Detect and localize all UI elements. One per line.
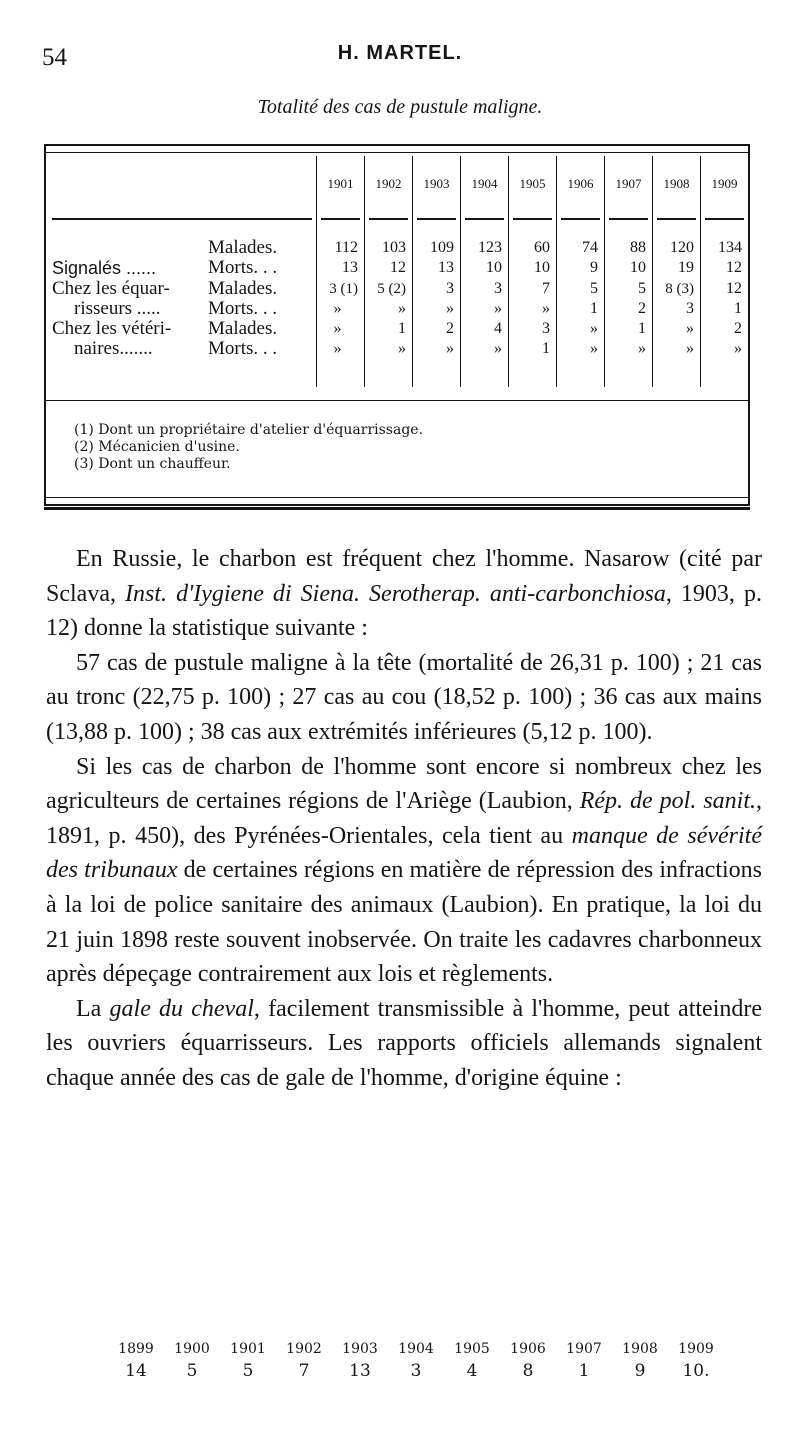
text-run: La: [76, 995, 110, 1022]
row-label: Morts. . .: [208, 338, 278, 359]
row-label-cell: [52, 258, 317, 279]
table-cell: 7: [509, 279, 557, 299]
gale-counts-row: [108, 1360, 724, 1382]
italic-citation: Rép. de pol. sanit.: [579, 788, 756, 815]
table-cell: 103: [365, 238, 413, 258]
running-head: H. MARTEL.: [337, 42, 463, 64]
spacer: [461, 228, 509, 238]
table-cell: 3: [509, 319, 557, 339]
spacer: [413, 228, 461, 238]
group-label-line2: naires.......: [74, 338, 153, 359]
table-cell: »: [509, 299, 557, 319]
table-cell: 1: [365, 319, 413, 339]
gale-year: 1905: [454, 1341, 490, 1357]
table-cell: 13: [317, 258, 365, 279]
table-heavy-rule: [44, 507, 750, 510]
gale-count: 5: [242, 1361, 254, 1381]
year-header: 1907: [605, 156, 653, 212]
paragraph: 57 cas de pustule maligne à la tête (mortalité de 26,31 p. 100) ; 21 cas au tronc (22,75 p. 100) ; 27 cas au cou (18,52 p. 100) ; 36 cas aux mains (13,88 p. 100) ; 38 cas aux extrémités inférieures (5,12 p. 100).: [46, 649, 762, 745]
year-header: 1908: [653, 156, 701, 212]
table-cell: 4: [461, 319, 509, 339]
table-cell: 3: [653, 299, 701, 319]
table-cell: 3: [413, 279, 461, 299]
spacer: [605, 228, 653, 238]
dash-cell: [701, 212, 749, 228]
italic-citation: Inst. d'Iygiene di Siena. Serotherap. anti-carbonchiosa: [125, 580, 666, 607]
table-cell: »: [461, 339, 509, 387]
gale-count: 13: [349, 1361, 371, 1381]
table-row: [52, 339, 748, 387]
table-cell: 5: [557, 279, 605, 299]
table-row: [52, 319, 748, 339]
gale-count: 3: [410, 1361, 422, 1381]
row-label: Malades.: [208, 278, 278, 299]
italic-emphasis: gale du cheval: [109, 995, 254, 1022]
table-row: [52, 238, 748, 258]
text-run: de certaines régions en matière de répression des infractions à la loi de police sanitaire des animaux (Laubion). En pratique, la loi du 21 juin 1898 reste souvent inobservée. On traite les cadavres charbonneux après dépeçage contrairement aux lois et règlements.: [46, 857, 762, 988]
dash-cell: [605, 212, 653, 228]
table-cell: »: [317, 299, 365, 319]
table-cell: »: [365, 299, 413, 319]
text-run: , facilement transmissible à l'homme, peut atteindre les ouvriers équarrisseurs. Les rapports officiels allemands signalent chaque année des cas de gale de l'homme, d'origine équine :: [46, 995, 763, 1091]
table-cell: 3: [461, 279, 509, 299]
dash-cell: [509, 212, 557, 228]
dash-cell: [317, 212, 365, 228]
table-cell: 74: [557, 238, 605, 258]
table-row: [52, 279, 748, 299]
table-cell: 12: [701, 279, 749, 299]
table-cell: 10: [605, 258, 653, 279]
pustule-statistics-table: [52, 156, 748, 387]
dash-cell: [365, 212, 413, 228]
group-label-line1: Chez les équar-: [52, 278, 170, 299]
text-run: Si les cas de charbon de l'homme sont encore si nombreux chez les agriculteurs de certaines régions de l'Ariège (Laubion,: [46, 753, 762, 815]
table-footnotes: [74, 422, 423, 473]
table-cell: »: [653, 319, 701, 339]
gale-year: 1900: [174, 1341, 210, 1357]
table-cell: 10: [509, 258, 557, 279]
table-cell: 13: [413, 258, 461, 279]
gale-count: 4: [466, 1361, 478, 1381]
table-cell: 5: [605, 279, 653, 299]
spacer: [365, 228, 413, 238]
table-cell: »: [605, 339, 653, 387]
table-cell: 2: [413, 319, 461, 339]
label-rule: [52, 212, 317, 228]
table-cell: »: [701, 339, 749, 387]
gale-year: 1904: [398, 1341, 434, 1357]
gale-year: 1903: [342, 1341, 378, 1357]
row-label-cell: [52, 299, 317, 319]
table-cell: 2: [605, 299, 653, 319]
row-label: Morts. . .: [208, 257, 278, 278]
table-cell: 1: [509, 339, 557, 387]
table-cell: 2: [701, 319, 749, 339]
footnote: (1) Dont un propriétaire d'atelier d'équarrissage.: [74, 422, 424, 438]
row-label-cell: [52, 339, 317, 387]
group-label-line1: Chez les vétéri-: [52, 318, 172, 339]
spacer: [509, 228, 557, 238]
table-cell: »: [461, 299, 509, 319]
gale-count: 7: [298, 1361, 310, 1381]
table-cell: »: [317, 339, 365, 387]
gale-count: 14: [125, 1361, 147, 1381]
spacer: [701, 228, 749, 238]
row-label: Malades.: [208, 318, 278, 339]
dash-cell: [461, 212, 509, 228]
group-label-line2: risseurs .....: [74, 298, 161, 319]
group-label: Signalés ......: [52, 258, 157, 278]
table-row: [52, 258, 748, 279]
gale-count: 5: [186, 1361, 198, 1381]
text-run: , 1903, p. 12) donne la statistique suivante :: [46, 580, 762, 642]
header-rule-row: [52, 212, 748, 228]
table-cell: 19: [653, 258, 701, 279]
footnote: (2) Mécanicien d'usine.: [74, 439, 240, 455]
table-cell: 1: [557, 299, 605, 319]
gale-years-row: [108, 1338, 724, 1360]
year-header: 1906: [557, 156, 605, 212]
dash-cell: [413, 212, 461, 228]
gale-year: 1901: [230, 1341, 266, 1357]
year-header: 1902: [365, 156, 413, 212]
year-header: 1903: [413, 156, 461, 212]
gale-year: 1899: [118, 1341, 154, 1357]
table-caption: Totalité des cas de pustule maligne.: [257, 96, 543, 118]
page-number: 54: [42, 44, 67, 71]
table-foot-rule: [46, 400, 748, 401]
gale-statistics-table: [108, 1338, 724, 1382]
table-cell: 8 (3): [653, 279, 701, 299]
table-row: [52, 299, 748, 319]
table-cell: 123: [461, 238, 509, 258]
table-cell: »: [317, 319, 365, 339]
gale-year: 1909: [678, 1341, 714, 1357]
year-header: 1905: [509, 156, 557, 212]
year-header: 1904: [461, 156, 509, 212]
header-blank-cell: [52, 156, 317, 212]
table-top-rule: [46, 152, 748, 153]
table-cell: 10: [461, 258, 509, 279]
year-header: 1901: [317, 156, 365, 212]
table-bottom-rule: [46, 497, 748, 498]
dash-cell: [653, 212, 701, 228]
table-cell: 60: [509, 238, 557, 258]
table-cell: 12: [365, 258, 413, 279]
table-header-row: [52, 156, 748, 212]
table-cell: »: [413, 339, 461, 387]
gale-year: 1902: [286, 1341, 322, 1357]
page-header: [0, 40, 800, 80]
row-label: Morts. . .: [208, 298, 278, 319]
footnote: (3) Dont un chauffeur.: [74, 456, 231, 472]
gale-year: 1906: [510, 1341, 546, 1357]
row-label-cell: [52, 279, 317, 299]
row-label: Malades.: [208, 237, 278, 258]
row-label-cell: [52, 238, 317, 258]
body-text: [46, 542, 762, 1096]
spacer: [557, 228, 605, 238]
gale-count: 1: [578, 1361, 590, 1381]
paragraph: [46, 750, 762, 992]
gale-count: 9: [634, 1361, 646, 1381]
table-cell: »: [557, 319, 605, 339]
table-cell: 5 (2): [365, 279, 413, 299]
paragraph: [46, 992, 762, 1096]
row-label-cell: [52, 319, 317, 339]
table-cell: 134: [701, 238, 749, 258]
table-cell: 88: [605, 238, 653, 258]
table-cell: »: [557, 339, 605, 387]
spacer: [653, 228, 701, 238]
table-cell: 9: [557, 258, 605, 279]
dash-cell: [557, 212, 605, 228]
year-header: 1909: [701, 156, 749, 212]
italic-emphasis: manque de sévérité des tribunaux: [46, 822, 762, 884]
text-run: , 1891, p. 450), des Pyrénées-Orientales, cela tient au: [46, 788, 762, 849]
table-cell: »: [653, 339, 701, 387]
table-cell: 1: [605, 319, 653, 339]
spacer-row: [52, 228, 748, 238]
text-run: En Russie, le charbon est fréquent chez l'homme. Nasarow (cité par Sclava,: [46, 546, 762, 607]
table-cell: 12: [701, 258, 749, 279]
table-cell: 3 (1): [317, 279, 365, 299]
table-cell: 109: [413, 238, 461, 258]
table-cell: 120: [653, 238, 701, 258]
gale-count: 10.: [682, 1361, 710, 1381]
gale-count: 8: [522, 1361, 534, 1381]
table-cell: 1: [701, 299, 749, 319]
paragraph: [46, 542, 762, 646]
table-cell: »: [413, 299, 461, 319]
spacer: [317, 228, 365, 238]
gale-year: 1907: [566, 1341, 602, 1357]
gale-year: 1908: [622, 1341, 658, 1357]
table-cell: »: [365, 339, 413, 387]
table-cell: 112: [317, 238, 365, 258]
